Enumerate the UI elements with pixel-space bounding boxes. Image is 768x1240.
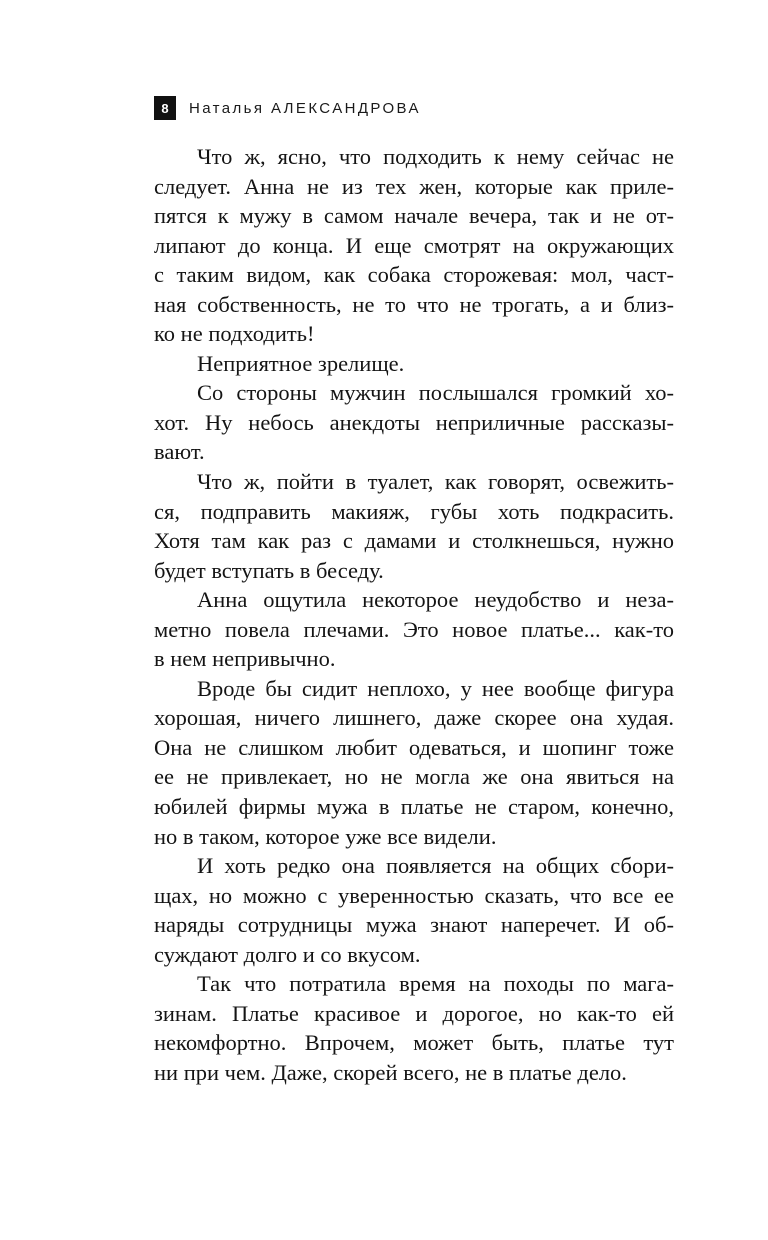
text-line: ни при чем. Даже, скорей всего, не в платье дело. [154, 1059, 627, 1085]
body-text [154, 142, 674, 1088]
text-line: зинам. Платье красивое и дорогое, но как-то ей [154, 1000, 674, 1026]
text-line: с таким видом, как собака сторожевая: мол, част- [154, 262, 674, 288]
text-line: Что ж, пойти в туалет, как говорят, освежить- [197, 469, 674, 495]
text-line: метно повела плечами. Это новое платье... как-то [154, 616, 674, 642]
text-line: Так что потратила время на походы по мага- [197, 971, 674, 997]
paragraph [154, 851, 674, 969]
text-line: но в таком, которое уже все видели. [154, 823, 497, 849]
paragraph [154, 674, 674, 851]
text-line: суждают долго и со вкусом. [154, 941, 421, 967]
text-line: Неприятное зрелище. [197, 350, 405, 376]
text-line: Она не слишком любит одеваться, и шопинг тоже [154, 734, 674, 760]
text-line: ко не подходить! [154, 321, 315, 347]
text-line: следует. Анна не из тех жен, которые как прилe- [154, 173, 674, 199]
text-line: некомфортно. Впрочем, может быть, платье тут [154, 1030, 674, 1056]
paragraph [154, 585, 674, 674]
text-line: хорошая, ничего лишнего, даже скорее она худая. [154, 705, 674, 731]
text-line: ее не привлекает, но не могла же она явиться на [154, 764, 674, 790]
text-line: Вроде бы сидит неплохо, у нее вообще фигура [197, 675, 674, 701]
text-line: щах, но можно с уверенностью сказать, что все ее [154, 882, 674, 908]
author-running-head: Наталья АЛЕКСАНДРОВА [189, 99, 421, 117]
text-line: пятся к мужу в самом начале вечера, так и не от- [154, 203, 674, 229]
text-line: ная собственность, не то что не трогать, а и близ- [154, 291, 674, 317]
paragraph [154, 467, 674, 585]
text-line: Что ж, ясно, что подходить к нему сейчас не [197, 144, 674, 169]
text-line: юбилей фирмы мужа в платье не старом, конечно, [154, 794, 674, 820]
text-line: Хотя там как раз с дамами и столкнешься, нужно [154, 528, 674, 554]
page-number: 8 [154, 96, 176, 120]
text-line: хот. Ну небось анекдоты неприличные рассказы- [154, 409, 674, 435]
paragraph [154, 349, 674, 379]
text-line: ся, подправить макияж, губы хоть подкрасить. [154, 498, 674, 524]
text-line: будет вступать в беседу. [154, 557, 384, 583]
text-line: вают. [154, 439, 205, 465]
text-line: в нем непривычно. [154, 646, 336, 672]
text-line: Со стороны мужчин послышался громкий хо- [197, 380, 674, 406]
text-line: И хоть редко она появляется на общих сбори- [197, 853, 674, 879]
text-line: Анна ощутила некоторое неудобство и неза- [197, 587, 674, 613]
paragraph [154, 142, 674, 349]
text-line: липают до конца. И еще смотрят на окружающих [154, 232, 674, 258]
paragraph [154, 969, 674, 1087]
running-header [154, 96, 421, 120]
paragraph [154, 378, 674, 467]
text-line: наряды сотрудницы мужа знают наперечет. И об- [154, 912, 674, 938]
